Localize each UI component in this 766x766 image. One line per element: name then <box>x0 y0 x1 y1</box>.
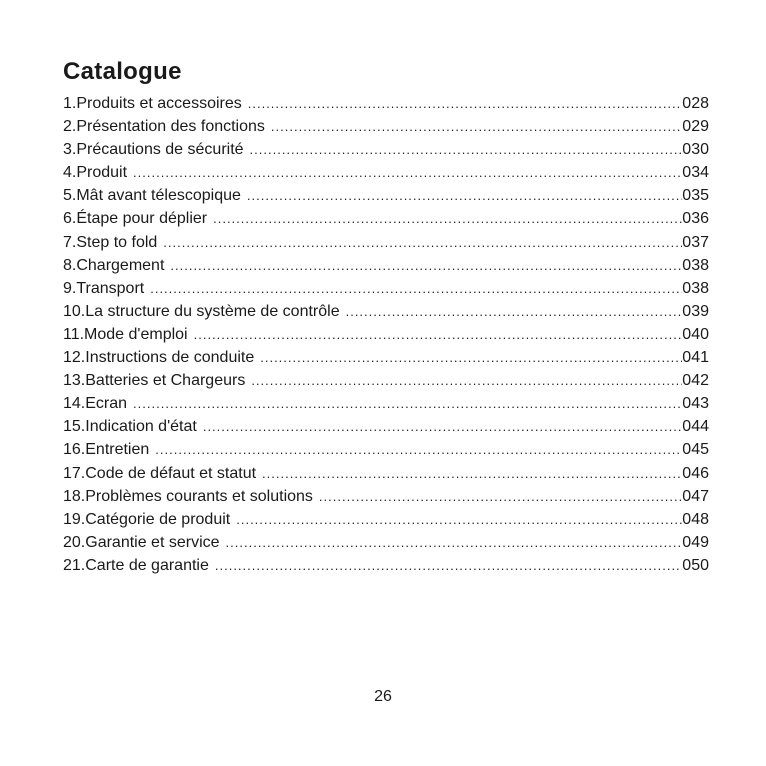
toc-entry <box>63 277 709 300</box>
toc-entry <box>63 231 709 254</box>
toc-entry-label: 13.Batteries et Chargeurs <box>63 372 246 390</box>
toc-dot-leader <box>203 415 682 438</box>
toc-dot-leader <box>262 462 682 485</box>
toc-entry-label: 3.Précautions de sécurité <box>63 141 244 159</box>
toc-dot-leader <box>150 277 682 300</box>
toc-entry-label: 10.La structure du système de contrôle <box>63 302 340 320</box>
toc-dot-leader <box>226 531 683 554</box>
toc-entry-label: 7.Step to fold <box>63 233 158 251</box>
page-number: 26 <box>374 688 392 705</box>
toc-entry-page: 049 <box>682 533 709 551</box>
toc-entry-label: 21.Carte de garantie <box>63 556 209 574</box>
toc-entry-label: 15.Indication d'état <box>63 418 197 436</box>
toc-dot-leader <box>248 92 683 115</box>
toc-entry <box>63 323 709 346</box>
toc-entry <box>63 254 709 277</box>
toc-entry-label: 5.Mât avant télescopique <box>63 187 241 205</box>
toc-entry <box>63 161 709 184</box>
toc-entry-label: 19.Catégorie de produit <box>63 510 231 528</box>
toc-entry-page: 048 <box>682 510 709 528</box>
table-of-contents <box>63 92 709 577</box>
toc-entry <box>63 92 709 115</box>
toc-entry <box>63 531 709 554</box>
toc-entry <box>63 138 709 161</box>
toc-entry <box>63 207 709 230</box>
toc-dot-leader <box>247 184 682 207</box>
toc-dot-leader <box>133 161 682 184</box>
toc-dot-leader <box>170 254 682 277</box>
toc-entry-page: 038 <box>682 256 709 274</box>
toc-entry-page: 043 <box>682 395 709 413</box>
toc-entry-label: 18.Problèmes courants et solutions <box>63 487 313 505</box>
toc-dot-leader <box>213 207 682 230</box>
toc-entry-label: 20.Garantie et service <box>63 533 220 551</box>
toc-entry-page: 034 <box>682 164 709 182</box>
toc-entry-label: 11.Mode d'emploi <box>63 325 188 343</box>
toc-entry <box>63 508 709 531</box>
toc-dot-leader <box>133 392 682 415</box>
toc-dot-leader <box>260 346 682 369</box>
toc-entry-page: 045 <box>682 441 709 459</box>
toc-dot-leader <box>215 554 682 577</box>
toc-dot-leader <box>271 115 682 138</box>
toc-entry-label: 8.Chargement <box>63 256 165 274</box>
toc-entry-page: 046 <box>682 464 709 482</box>
toc-entry <box>63 346 709 369</box>
toc-dot-leader <box>236 508 682 531</box>
toc-entry <box>63 369 709 392</box>
toc-entry-label: 9.Transport <box>63 279 145 297</box>
toc-entry <box>63 184 709 207</box>
toc-entry-page: 028 <box>682 95 709 112</box>
toc-dot-leader <box>155 438 682 461</box>
toc-dot-leader <box>346 300 683 323</box>
toc-dot-leader <box>251 369 682 392</box>
toc-entry-page: 050 <box>682 556 709 574</box>
toc-entry-page: 036 <box>682 210 709 228</box>
toc-entry-label: 12.Instructions de conduite <box>63 349 255 367</box>
toc-entry-page: 044 <box>682 418 709 436</box>
toc-dot-leader <box>319 485 682 508</box>
toc-entry <box>63 485 709 508</box>
toc-entry <box>63 438 709 461</box>
toc-entry <box>63 300 709 323</box>
toc-entry <box>63 415 709 438</box>
toc-entry <box>63 462 709 485</box>
toc-entry-label: 16.Entretien <box>63 441 150 459</box>
toc-dot-leader <box>163 231 682 254</box>
toc-entry-label: 17.Code de défaut et statut <box>63 464 257 482</box>
toc-entry-page: 042 <box>682 372 709 390</box>
toc-entry-label: 14.Ecran <box>63 395 128 413</box>
toc-entry <box>63 554 709 577</box>
toc-entry-page: 037 <box>682 233 709 251</box>
toc-entry-page: 041 <box>682 349 709 367</box>
toc-entry-label: 6.Étape pour déplier <box>63 210 208 228</box>
toc-dot-leader <box>250 138 683 161</box>
toc-entry-label: 1.Produits et accessoires <box>63 95 242 112</box>
toc-entry-page: 047 <box>682 487 709 505</box>
toc-entry-page: 038 <box>682 279 709 297</box>
toc-entry-page: 030 <box>682 141 709 159</box>
toc-dot-leader <box>194 323 683 346</box>
toc-entry <box>63 115 709 138</box>
page-title: Catalogue <box>63 58 182 85</box>
toc-entry <box>63 392 709 415</box>
toc-entry-page: 039 <box>682 302 709 320</box>
toc-entry-page: 029 <box>682 118 709 136</box>
toc-entry-label: 4.Produit <box>63 164 128 182</box>
toc-entry-page: 035 <box>682 187 709 205</box>
toc-entry-page: 040 <box>682 325 709 343</box>
toc-entry-label: 2.Présentation des fonctions <box>63 118 265 136</box>
